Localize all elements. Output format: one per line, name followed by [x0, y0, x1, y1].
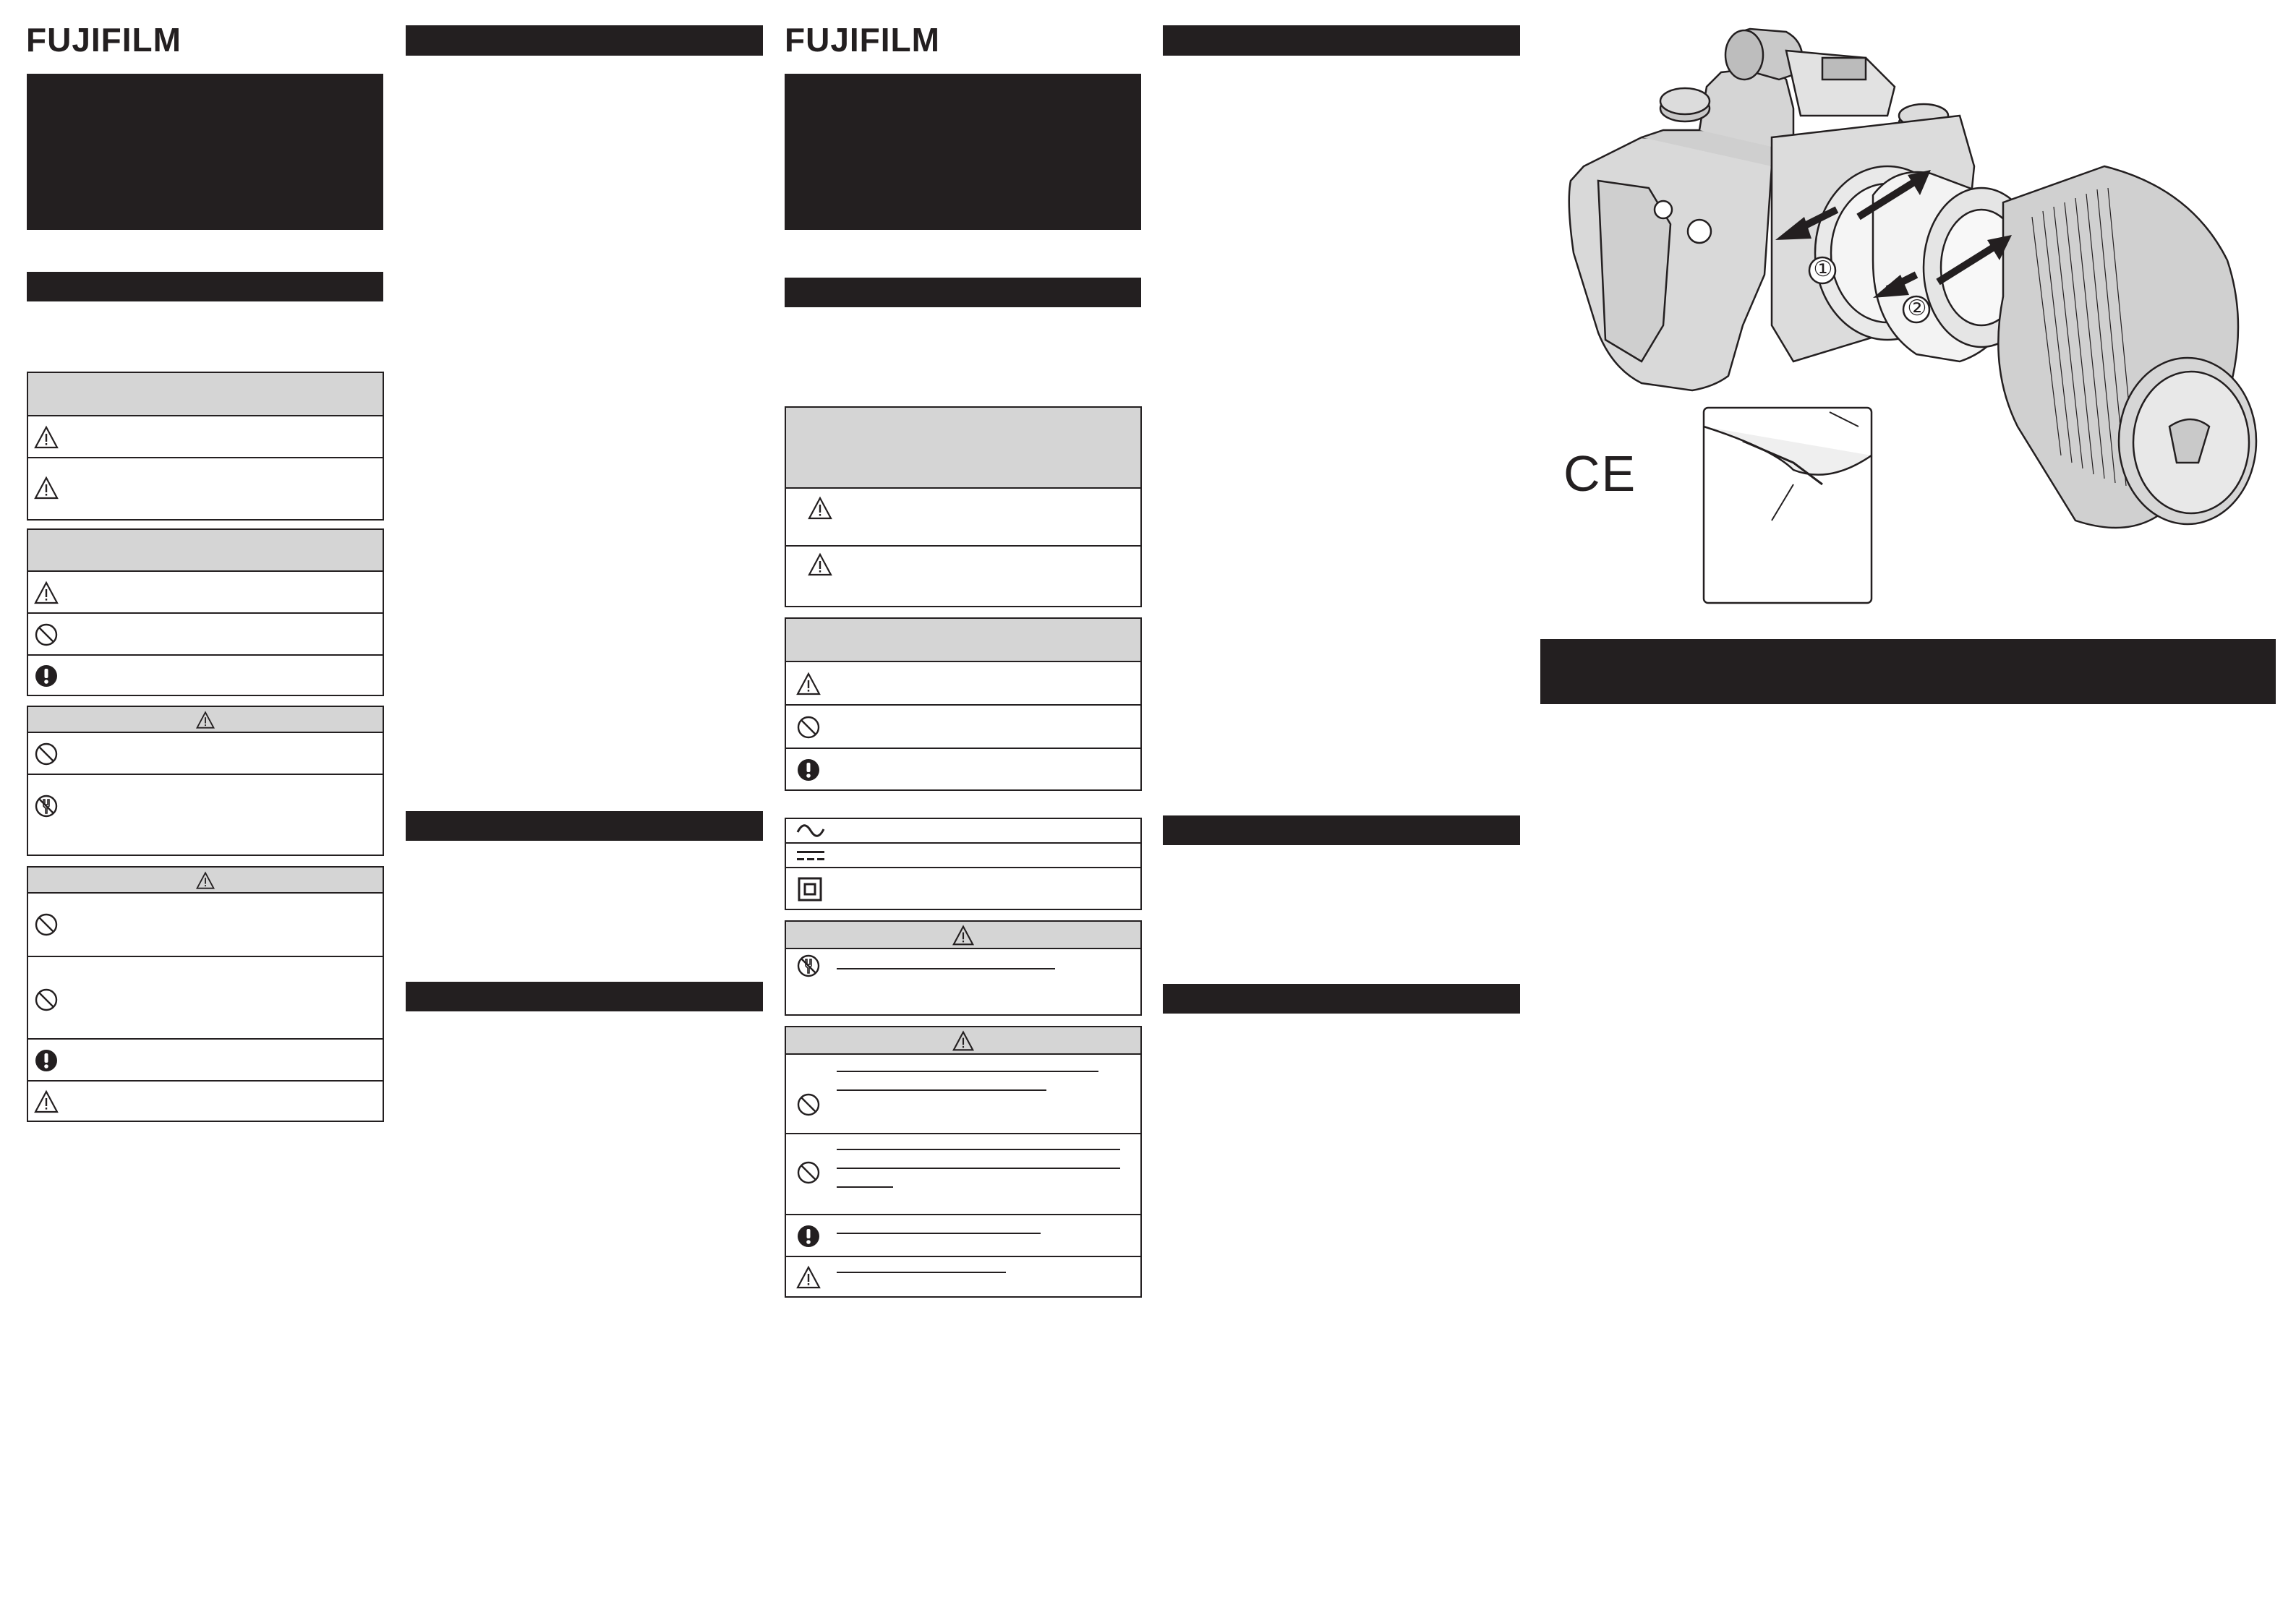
- section-bar-col4-3: [1163, 984, 1520, 1014]
- cover-title-block-left: [27, 74, 383, 230]
- prohibited-icon: [34, 622, 59, 647]
- class-ii-double-insulation-icon: [798, 877, 822, 902]
- text-underline: [837, 968, 1055, 969]
- prohibited-icon: [796, 715, 821, 740]
- prohibited-icon: [796, 1092, 821, 1117]
- text-underline: [837, 1168, 1120, 1169]
- warning-triangle-icon: [808, 496, 832, 521]
- section-bar-col1-1: [27, 272, 383, 301]
- prohibited-icon: [34, 912, 59, 937]
- warning-triangle-icon: [196, 711, 215, 729]
- table-row: [28, 894, 383, 957]
- step-2-marker: ②: [1907, 296, 1927, 320]
- table-row: [28, 957, 383, 1040]
- no-disassembly-icon: [796, 954, 821, 978]
- safety-table-8: [785, 920, 1142, 1016]
- warning-triangle-icon: [952, 925, 974, 946]
- table-header-row: [786, 922, 1140, 949]
- text-underline: [837, 1149, 1120, 1150]
- ce-mark: CE: [1563, 445, 1637, 502]
- safety-table-5: [785, 406, 1142, 607]
- table-header-row: [28, 373, 383, 416]
- table-row: [786, 868, 1140, 910]
- table-row: [786, 1055, 1140, 1134]
- safety-table-3: [27, 706, 384, 856]
- table-row: [786, 819, 1140, 844]
- warning-triangle-icon: [34, 425, 59, 450]
- mandatory-action-icon: [796, 758, 821, 782]
- dc-current-icon: [796, 847, 825, 865]
- table-header-row: [786, 619, 1140, 662]
- text-underline: [837, 1089, 1046, 1091]
- warning-triangle-icon: [796, 672, 821, 696]
- electrical-symbols-table: [785, 818, 1142, 910]
- no-disassembly-icon: [34, 794, 59, 818]
- text-underline: [837, 1233, 1041, 1234]
- table-row: [28, 1082, 383, 1122]
- text-underline: [837, 1186, 893, 1188]
- warning-triangle-icon: [196, 871, 215, 890]
- ac-current-icon: [796, 821, 825, 841]
- table-row: [786, 1215, 1140, 1257]
- safety-table-1: [27, 372, 384, 521]
- mandatory-action-icon: [34, 1048, 59, 1073]
- table-row: [786, 489, 1140, 547]
- section-bar-col2-3: [406, 982, 763, 1011]
- warning-triangle-icon: [808, 552, 832, 577]
- section-bar-col2-1: [406, 25, 763, 56]
- table-row: [28, 656, 383, 696]
- table-row: [786, 1134, 1140, 1215]
- text-underline: [837, 1272, 1006, 1273]
- table-row: [28, 733, 383, 775]
- table-row: [28, 775, 383, 856]
- section-bar-col4-1: [1163, 25, 1520, 56]
- table-row: [28, 1040, 383, 1082]
- warning-triangle-icon: [34, 476, 59, 500]
- warning-triangle-icon: [952, 1030, 974, 1052]
- table-row: [786, 844, 1140, 868]
- safety-table-2: [27, 528, 384, 696]
- table-row: [786, 749, 1140, 791]
- step-1-marker: ①: [1813, 257, 1833, 281]
- bottom-banner-block: [1540, 639, 2276, 704]
- mandatory-action-icon: [34, 664, 59, 688]
- warning-triangle-icon: [796, 1265, 821, 1290]
- table-row: [786, 662, 1140, 706]
- safety-table-9: [785, 1026, 1142, 1298]
- table-header-row: [786, 408, 1140, 489]
- table-header-row: [28, 868, 383, 894]
- safety-table-6: [785, 617, 1142, 791]
- prohibited-icon: [796, 1160, 821, 1185]
- mandatory-action-icon: [796, 1224, 821, 1249]
- table-row: [786, 1257, 1140, 1298]
- text-underline: [837, 1071, 1098, 1072]
- table-row: [786, 706, 1140, 749]
- table-row: [28, 572, 383, 614]
- table-row: [28, 416, 383, 458]
- warning-triangle-icon: [34, 1089, 59, 1114]
- cover-title-block-right: [785, 74, 1141, 230]
- warning-triangle-icon: [34, 581, 59, 605]
- table-row: [28, 458, 383, 521]
- table-row: [28, 614, 383, 656]
- section-bar-col4-2: [1163, 815, 1520, 845]
- fujifilm-logo-right: FUJIFILM: [785, 21, 940, 59]
- section-bar-col2-2: [406, 811, 763, 841]
- table-header-row: [786, 1027, 1140, 1055]
- table-row: [786, 949, 1140, 1016]
- table-header-row: [28, 530, 383, 572]
- table-row: [786, 547, 1140, 607]
- prohibited-icon: [34, 988, 59, 1012]
- section-bar-col3-1: [785, 278, 1141, 307]
- safety-table-4: [27, 866, 384, 1122]
- prohibited-icon: [34, 742, 59, 766]
- table-header-row: [28, 707, 383, 733]
- fujifilm-logo-left: FUJIFILM: [26, 21, 182, 59]
